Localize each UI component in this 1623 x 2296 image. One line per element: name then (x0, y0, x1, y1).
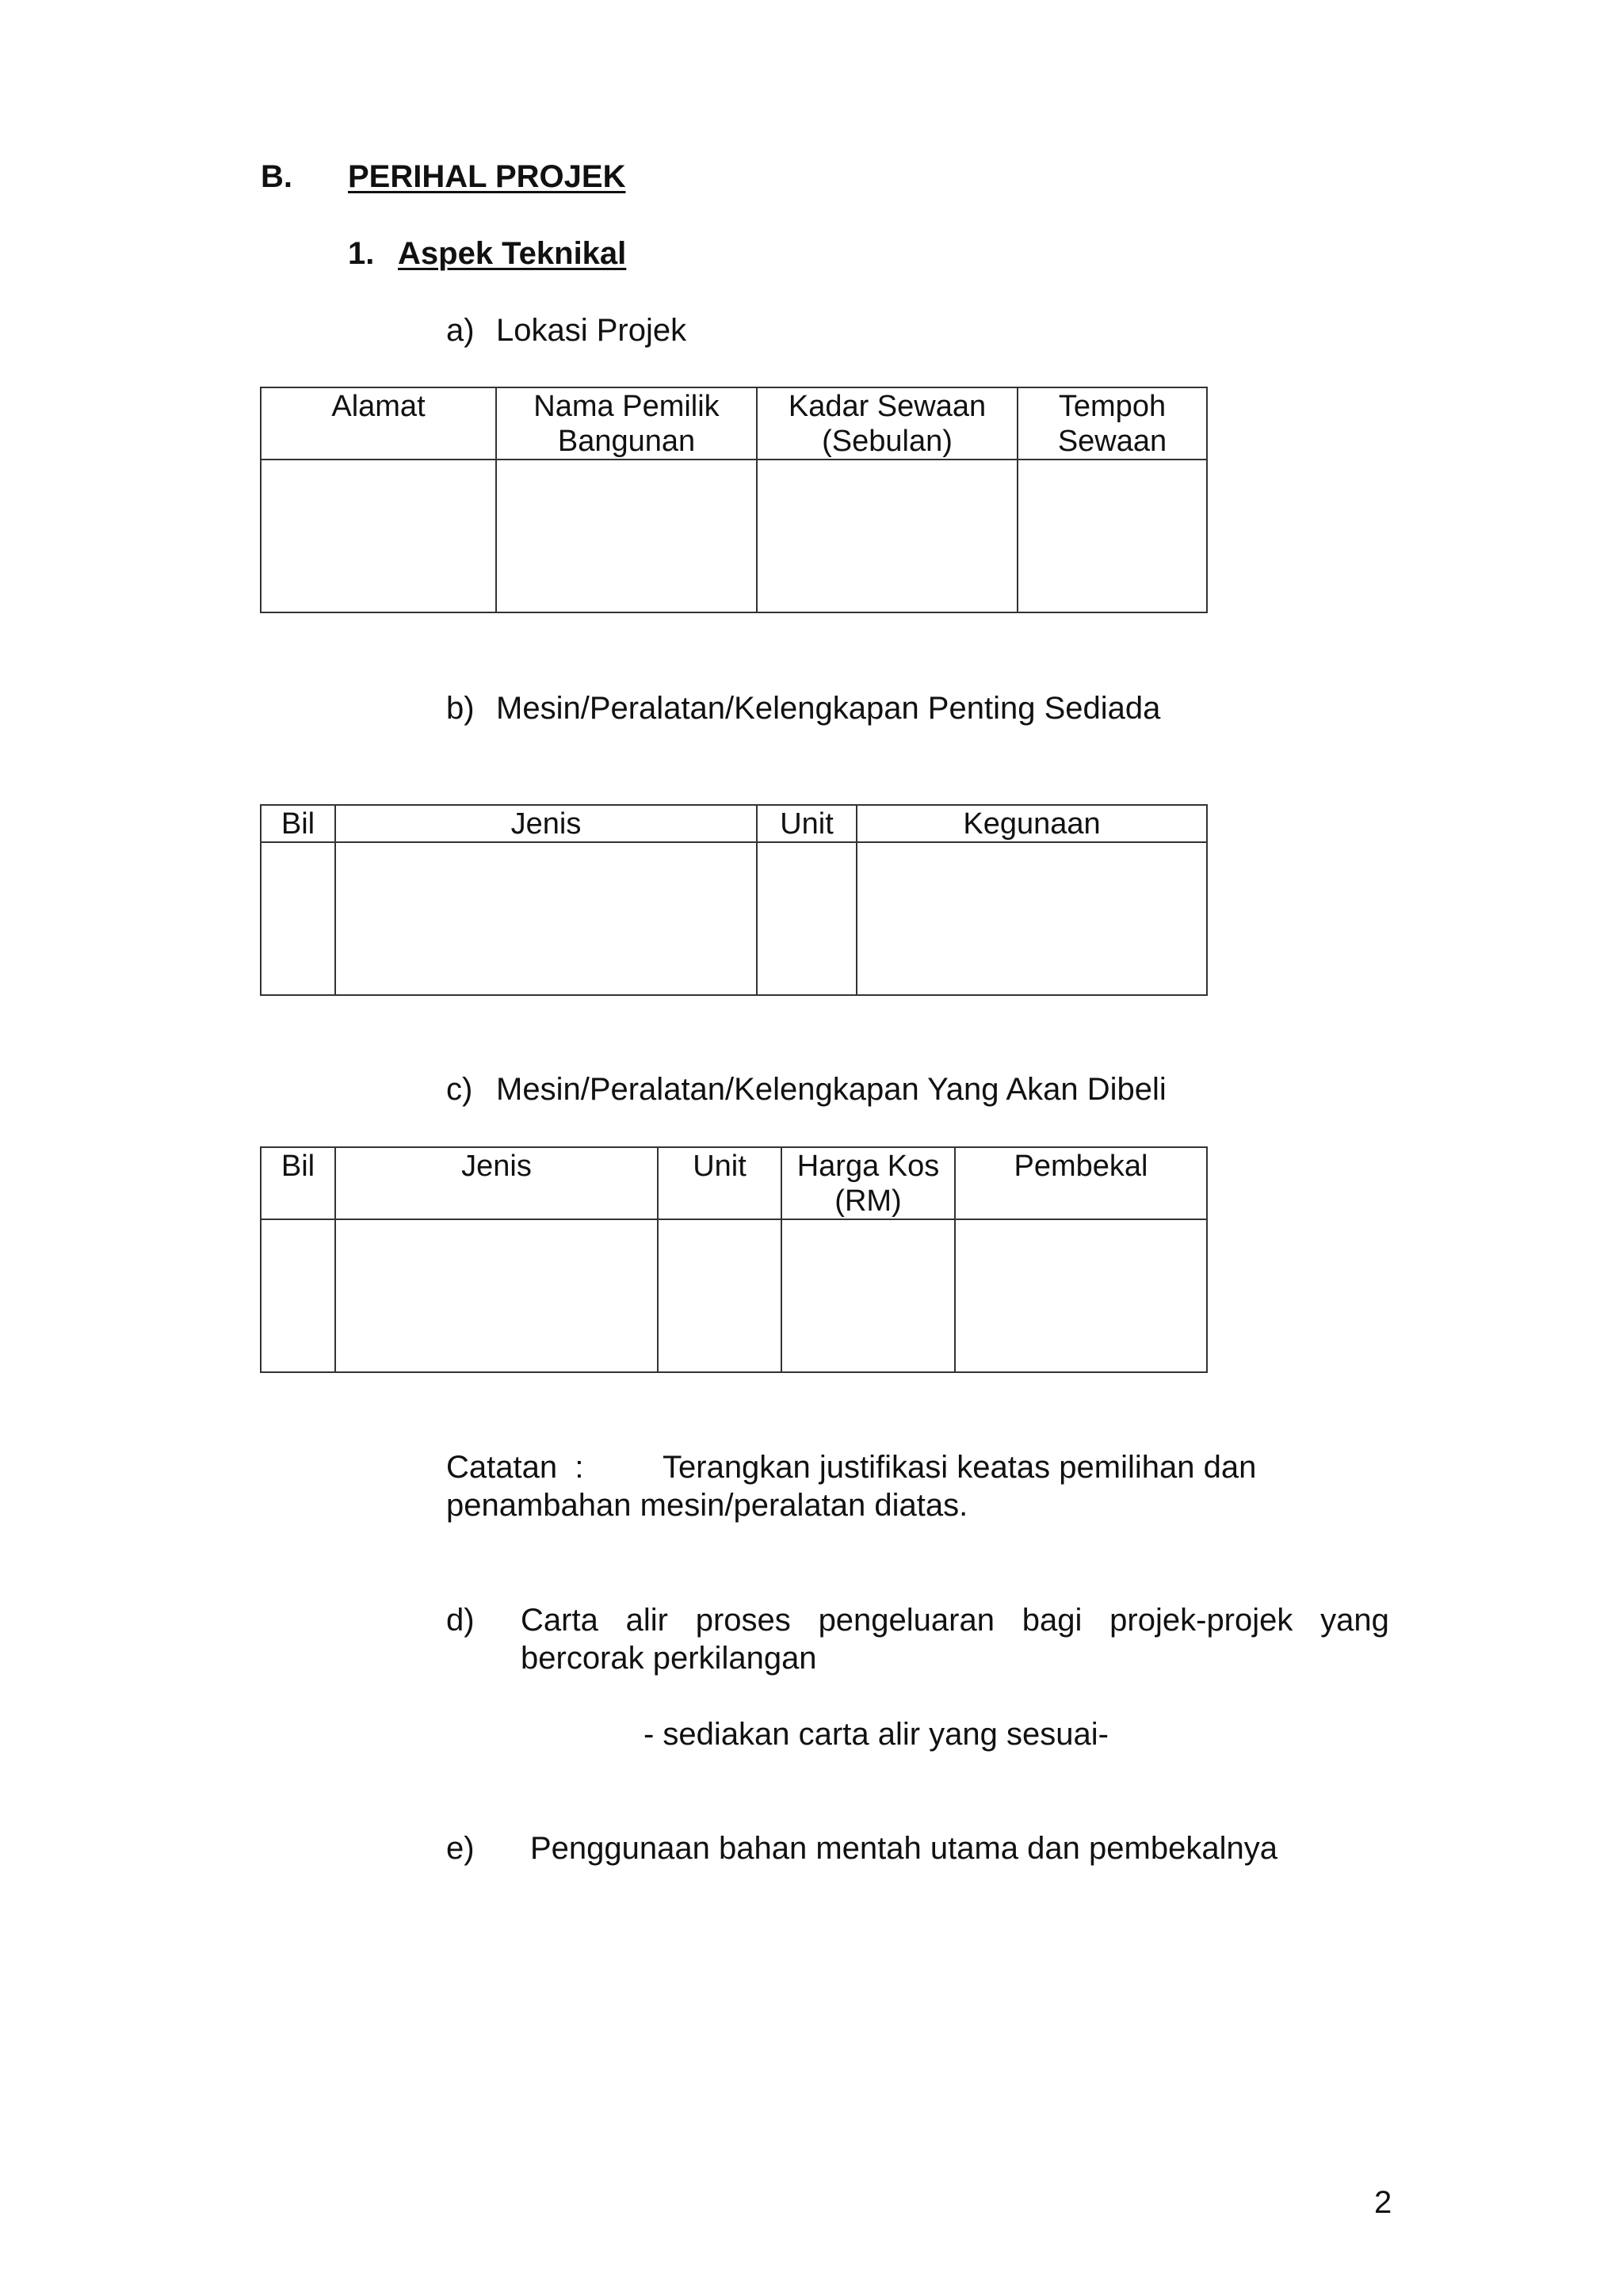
subsection-number: 1. (348, 236, 375, 271)
item-d-word: alir (625, 1603, 668, 1638)
table-cell[interactable] (658, 1219, 781, 1372)
table-header-row (261, 805, 1207, 842)
note-text-line2: penambahan mesin/peralatan diatas. (446, 1488, 968, 1523)
table-cell[interactable] (1018, 460, 1207, 612)
location-table (260, 387, 1208, 613)
note-label: Catatan : (446, 1450, 584, 1485)
item-d-word: Carta (521, 1603, 598, 1638)
table-cell[interactable] (261, 460, 496, 612)
item-d-word: bagi (1022, 1603, 1083, 1638)
purchase-equipment-table (260, 1146, 1208, 1373)
header-alamat: Alamat (261, 387, 496, 460)
item-b-marker: b) (446, 691, 475, 726)
table-cell[interactable] (496, 460, 757, 612)
header-harga-kos: Harga Kos (RM) (781, 1147, 955, 1219)
table-cell[interactable] (955, 1219, 1207, 1372)
table-cell[interactable] (261, 842, 335, 995)
item-d-instruction: - sediakan carta alir yang sesuai- (643, 1717, 1109, 1752)
table-cell[interactable] (857, 842, 1207, 995)
item-e-title: Penggunaan bahan mentah utama dan pembekalnya (530, 1831, 1277, 1866)
section-letter: B. (261, 159, 292, 194)
item-d-line1 (521, 1602, 1389, 1638)
section-title: PERIHAL PROJEK (348, 159, 626, 194)
table-header-row (261, 387, 1207, 460)
table-cell[interactable] (757, 842, 857, 995)
header-unit: Unit (757, 805, 857, 842)
item-c-title: Mesin/Peralatan/Kelengkapan Yang Akan Dibeli (496, 1072, 1167, 1107)
table-cell[interactable] (335, 1219, 658, 1372)
header-pembekal: Pembekal (955, 1147, 1207, 1219)
table-cell[interactable] (261, 1219, 335, 1372)
item-d-word: projek-projek (1109, 1603, 1293, 1638)
note-text-line1: Terangkan justifikasi keatas pemilihan dan (663, 1450, 1257, 1485)
subsection-title: Aspek Teknikal (398, 236, 627, 271)
item-d-word: yang (1320, 1603, 1389, 1638)
item-d-line2: bercorak perkilangan (521, 1641, 817, 1676)
header-jenis: Jenis (335, 1147, 658, 1219)
table-cell[interactable] (335, 842, 757, 995)
table-header-row (261, 1147, 1207, 1219)
item-c-marker: c) (446, 1072, 473, 1107)
item-d-word: proses (695, 1603, 791, 1638)
table-row (261, 842, 1207, 995)
header-kadar-sewaan: Kadar Sewaan (Sebulan) (757, 387, 1018, 460)
header-bil: Bil (261, 805, 335, 842)
header-kegunaan: Kegunaan (857, 805, 1207, 842)
item-e-marker: e) (446, 1831, 475, 1866)
item-d-word: pengeluaran (818, 1603, 995, 1638)
table-row (261, 460, 1207, 612)
header-tempoh-sewaan: Tempoh Sewaan (1018, 387, 1207, 460)
header-nama-pemilik-bangunan: Nama Pemilik Bangunan (496, 387, 757, 460)
table-row (261, 1219, 1207, 1372)
item-a-title: Lokasi Projek (496, 313, 687, 348)
table-cell[interactable] (757, 460, 1018, 612)
item-d-marker: d) (446, 1603, 475, 1638)
item-a-marker: a) (446, 313, 475, 348)
page-number: 2 (1374, 2185, 1392, 2220)
header-jenis: Jenis (335, 805, 757, 842)
header-unit: Unit (658, 1147, 781, 1219)
existing-equipment-table (260, 804, 1208, 996)
item-b-title: Mesin/Peralatan/Kelengkapan Penting Sediada (496, 691, 1161, 726)
header-bil: Bil (261, 1147, 335, 1219)
table-cell[interactable] (781, 1219, 955, 1372)
